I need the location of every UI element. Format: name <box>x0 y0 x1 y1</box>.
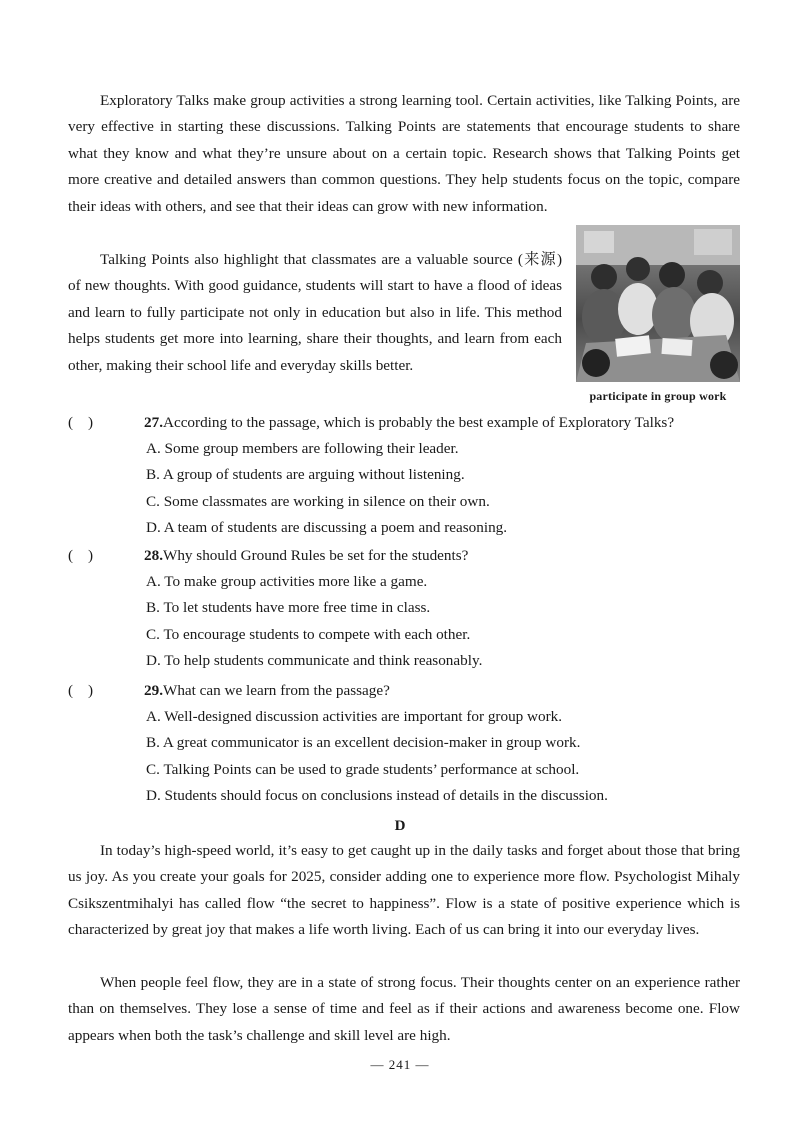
option-c[interactable]: C. To encourage students to compete with each other. <box>146 625 471 643</box>
option-b[interactable]: B. A great communicator is an excellent decision-maker in group work. <box>146 734 581 752</box>
question-number: 29. <box>144 682 163 699</box>
answer-blank[interactable]: ( ) <box>68 414 94 431</box>
option-d[interactable]: D. Students should focus on conclusions instead of details in the discussion. <box>146 787 608 805</box>
answer-blank[interactable]: ( ) <box>68 547 94 564</box>
question-27 <box>68 410 758 542</box>
question-text: Why should Ground Rules be set for the students? <box>162 547 469 564</box>
question-28 <box>68 543 758 675</box>
option-b[interactable]: B. To let students have more free time in class. <box>146 599 431 617</box>
option-c[interactable]: C. Talking Points can be used to grade students’ performance at school. <box>146 760 580 778</box>
option-d[interactable]: D. To help students communicate and think reasonably. <box>146 652 483 670</box>
question-29-stem <box>68 678 758 704</box>
passage-c-paragraph-2: Talking Points also highlight that classmates are a valuable source (来源) of new thoughts. With good guidance, students will start to have a flood of ideas and learn to fully participate not only in education but also in life. This method helps students get more into learning, share their thoughts, and learn from each other, making their school life and everyday skills better. <box>68 251 562 374</box>
page-number: — 241 — <box>370 1057 430 1072</box>
passage-d-paragraph-1: In today’s high-speed world, it’s easy to get caught up in the daily tasks and forget about those that bring us joy. As you create your goals for 2025, consider adding one to experience more flow. Psychologist Mihaly Csikszentmihalyi has called flow “the secret to happiness”. Flow is a state of positive experience which is characterized by great joy that makes a life worth living. Each of us can bring it into our everyday lives. <box>68 842 740 939</box>
question-text: What can we learn from the passage? <box>162 682 390 699</box>
option-a[interactable]: A. Some group members are following their leader. <box>146 440 459 457</box>
question-number: 27. <box>144 414 163 431</box>
option-a[interactable]: A. Well-designed discussion activities are important for group work. <box>146 708 563 725</box>
question-27-stem <box>68 410 758 436</box>
section-title-d: D <box>394 818 406 834</box>
group-work-photo <box>576 225 740 382</box>
question-29 <box>68 678 758 810</box>
question-number: 28. <box>144 547 163 564</box>
figure-caption: participate in group work <box>589 389 727 403</box>
passage-c-paragraph-1: Exploratory Talks make group activities a strong learning tool. Certain activities, like Talking Points, are very effective in starting these discussions. Talking Points are statements that encourage students to share what they know and what they’re unsure about on a certain topic. Research shows that Talking Points get more creative and detailed answers than common questions. They help students focus on the topic, compare their ideas with others, and see that their ideas can grow with new information. <box>68 92 740 215</box>
question-28-stem <box>68 543 758 569</box>
question-text: According to the passage, which is probably the best example of Exploratory Talks? <box>162 414 675 431</box>
group-work-figure <box>576 225 740 404</box>
option-a[interactable]: A. To make group activities more like a game. <box>146 573 428 590</box>
option-d[interactable]: D. A team of students are discussing a poem and reasoning. <box>146 519 508 537</box>
answer-blank[interactable]: ( ) <box>68 682 94 699</box>
option-c[interactable]: C. Some classmates are working in silence on their own. <box>146 492 490 510</box>
passage-d-paragraph-2: When people feel flow, they are in a state of strong focus. Their thoughts center on an experience rather than on themselves. They lose a sense of time and feel as if their actions and awareness become one. Flow appears when both the task’s challenge and skill level are high. <box>68 974 740 1044</box>
option-b[interactable]: B. A group of students are arguing without listening. <box>146 466 465 484</box>
